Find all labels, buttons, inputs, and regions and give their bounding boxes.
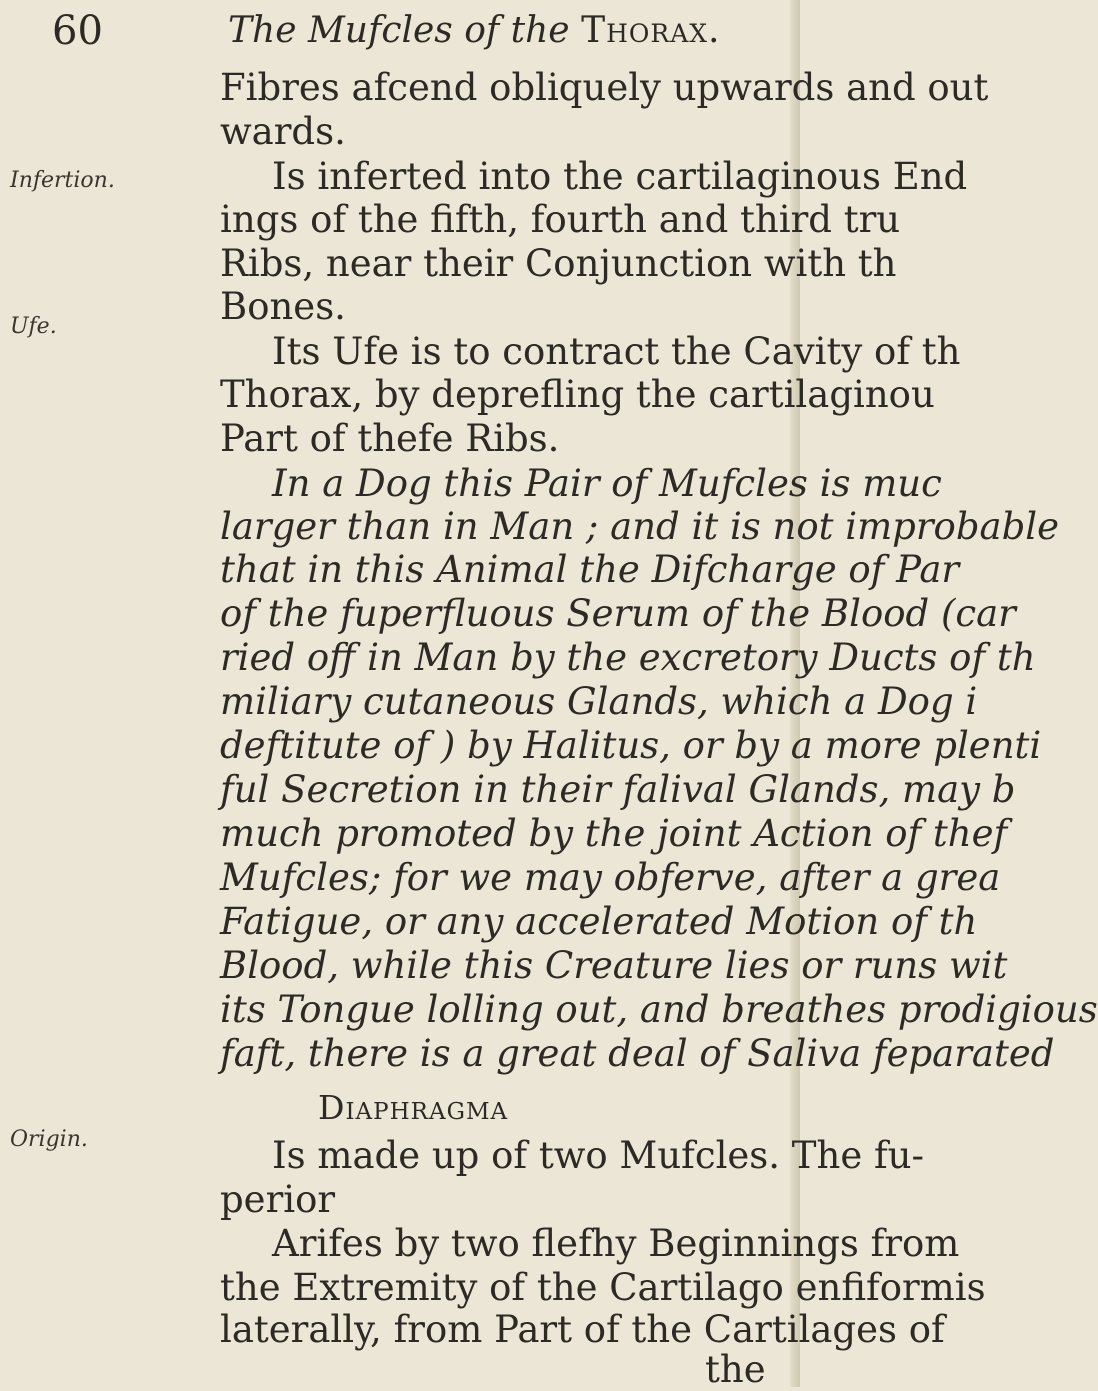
- text-line: Bones.: [220, 285, 346, 328]
- text-line: perior: [220, 1178, 336, 1221]
- text-line: miliary cutaneous Glands, which a Dog i: [220, 680, 978, 723]
- text-line: Thorax, by deprefling the cartilaginou: [220, 373, 935, 416]
- text-line: ings of the fifth, fourth and third tru: [220, 198, 901, 241]
- text-line: In a Dog this Pair of Mufcles is muc: [272, 462, 942, 505]
- running-head-caps: Thorax.: [581, 10, 721, 51]
- running-head-text: The Mufcles of the: [228, 10, 582, 51]
- text-line: Blood, while this Creature lies or runs wit: [220, 944, 1008, 987]
- text-line: much promoted by the joint Action of thef: [220, 812, 1008, 855]
- page-header: [0, 0, 800, 60]
- text-line: deftitute of ) by Halitus, or by a more plenti: [220, 724, 1042, 767]
- text-line: Mufcles; for we may obferve, after a grea: [220, 856, 1001, 899]
- margin-note-infertion: Infertion.: [10, 168, 115, 193]
- text-line: of the fuperfluous Serum of the Blood (car: [220, 592, 1016, 635]
- text-line: its Tongue lolling out, and breathes prodigious: [220, 988, 1098, 1031]
- margin-note-use: Ufe.: [10, 314, 57, 339]
- text-line: faft, there is a great deal of Saliva feparated: [220, 1032, 1055, 1075]
- text-line: Arifes by two flefhy Beginnings from: [272, 1222, 960, 1265]
- catchword: the: [705, 1348, 766, 1391]
- text-line: the Extremity of the Cartilago enfiformis: [220, 1266, 986, 1309]
- text-line: that in this Animal the Difcharge of Par: [220, 548, 960, 591]
- running-head: [228, 10, 721, 51]
- text-line: Ribs, near their Conjunction with th: [220, 242, 897, 285]
- text-line: Is inferted into the cartilaginous End: [272, 155, 968, 198]
- text-line: ful Secretion in their falival Glands, may b: [220, 768, 1016, 811]
- text-line: laterally, from Part of the Cartilages of: [220, 1308, 945, 1351]
- text-line: larger than in Man ; and it is not improbable: [220, 505, 1059, 548]
- section-heading: Diaphragma: [318, 1088, 509, 1127]
- text-line: Its Ufe is to contract the Cavity of th: [272, 330, 961, 373]
- text-line: Part of thefe Ribs.: [220, 417, 560, 460]
- text-line: Fibres afcend obliquely upwards and out: [220, 66, 989, 109]
- page-number: 60: [52, 8, 103, 54]
- text-line: Is made up of two Mufcles. The fu-: [272, 1134, 924, 1177]
- text-line: Fatigue, or any accelerated Motion of th: [220, 900, 978, 943]
- margin-note-origin: Origin.: [10, 1127, 88, 1152]
- text-line: ried off in Man by the excretory Ducts of th: [220, 636, 1036, 679]
- text-line: wards.: [220, 110, 346, 153]
